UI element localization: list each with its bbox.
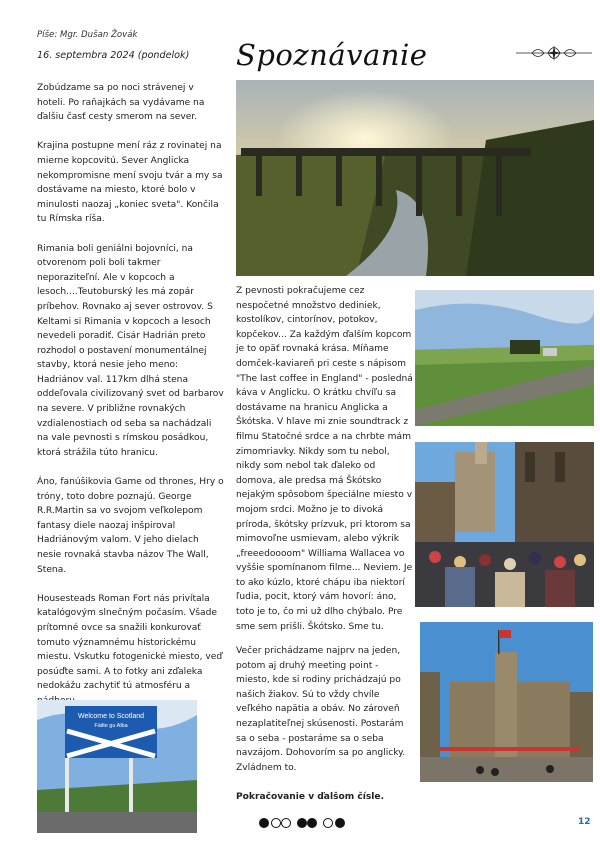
scotland-border-photo: [37, 700, 197, 833]
paragraph: Zobúdzame sa po noci strávenej v hoteli. Po raňajkách sa vydávame na ďalšiu časť cesty smerom na sever.: [37, 83, 205, 123]
footer-ornament-icon: [258, 817, 348, 829]
countryside-wall-photo: [415, 290, 594, 426]
page-title: Spoznávanie: [236, 38, 428, 72]
paragraph: Krajina postupne mení ráz z rovinatej na mierne kopcovitú. Sever Anglicka nekompromisne mení svoju tvár a my sa dostávame na miesto, ktoré bolo v minulosti naozaj „koniec sveta". Končila tu Rímska ríša.: [37, 141, 223, 225]
left-column: [37, 81, 224, 723]
sign-line-2: Fàilte gu Alba: [94, 723, 128, 729]
diamond-ornament-icon: [514, 40, 594, 66]
middle-column-2: [236, 644, 414, 819]
paragraph: Áno, fanúšikovia Game od thrones, Hry o tróny, toto dobre poznajú. George R.R.Martin sa vo svojom veľkolepom fantasy diele naozaj inšpiroval Hadriánovým valom. V jeho dielach nesie rovnaká stavba názov The Wall, Stena.: [37, 477, 224, 575]
viaduct-sunset-photo: [236, 80, 594, 276]
paragraph: Večer prichádzame najprv na jeden, potom aj druhý meeting point - miesto, kde si rodiny prichádzajú po našich žiakov. Sú to vždy chvíle veľkého napätia a obáv. No zároveň nezaplatiteľnej skúsenosti. Postarám sa o seba - postaráme sa o seba navzájom. Dohovorím sa po anglicky. Zvládnem to.: [236, 646, 406, 773]
castle-photo: [420, 622, 593, 782]
edinburgh-street-photo: [415, 442, 594, 607]
page-number: 12: [578, 817, 591, 827]
paragraph: Housesteads Roman Fort nás privítala katalógovým slnečným počasím. Všade prítomné ovce sa snažili konkurovať tomuto významnému historickému miestu. Vskutku fotogenické miesto, veď posúďte sami. A to fotky ani zďaleka nedokážu zachytiť tú atmosféru a: [37, 593, 223, 692]
middle-column: Z pevnosti pokračujeme cez nespočetné množstvo dediniek, kostolíkov, cintorínov, potokov, kopčekov... Za každým ďalším kopcom je to opäť rovnaká krása. Míňame domček-kaviareň pri ceste s nápisom "The last coffee in England" - posledná káva v Anglicku. O krátku chvíľu sa dostávame na hranicu Anglicka a Škótska. V hlave mi znie soundtrack z filmu Statočné srdce a na chrbte mám zimomriavky. Nikdy som tu nebol, nikdy som nebol tak ďaleko od domova, ale predsa má Škótsko nejakým spôsobom špeciálne miesto v mojom srdci. Možno je to divoká príroda, škótsky prízvuk, pri ktorom sa mimovoľne usmievam, alebo výkrik „freeedoooom" Williama Wallacea vo vyššie spomínanom filme... Neviem. Je to ako kúzlo, ktoré chápu iba niektorí ľudia, pocit, ktorý vám hovorí: áno, toto je to, čo mi už dlho chýbalo. Pre sme sem prišli. Škótsko. Sme tu.: [236, 286, 413, 632]
paragraph: Rimania boli geniálni bojovníci, na otvorenom poli boli takmer neporaziteľní. Ale v kopcoch a lesoch....Teutoburský les má zopár príbehov. Rovnako aj sever ostrovov. S Keltami si Rimania v kopcoch a lesoch nevedeli poradiť. Cisár Hadrián preto rozhodol o postavení monumentálnej stavby, ktorá nesie jeho meno: Hadriánov val. 117km dlhá stena oddeľovala civilizovaný svet od barbarov na severe. V približne rovnakých vzdialenostiach od seba sa nachádzali na vale pevnosti s rímskou posádkou, ktorá strážila túto hranicu.: [37, 243, 224, 458]
continuation-note: Pokračovanie v ďalšom čísle.: [236, 791, 385, 802]
sign-line-1: Welcome to Scotland: [77, 713, 145, 720]
author-line: Píše: Mgr. Dušan Žovák: [37, 30, 138, 40]
article-date: 16. septembra 2024 (pondelok): [37, 50, 190, 61]
